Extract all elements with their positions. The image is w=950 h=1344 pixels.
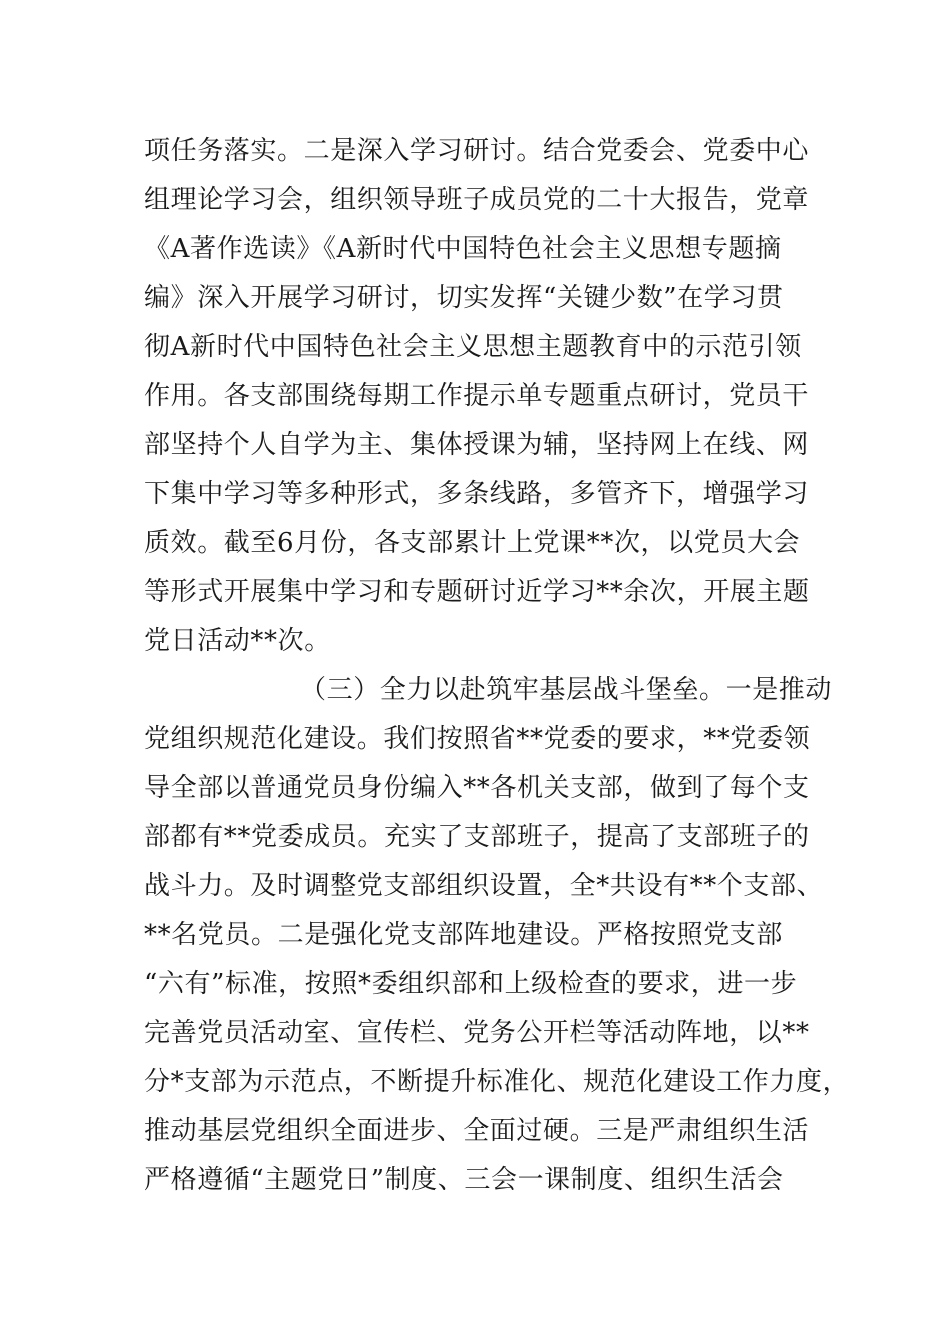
text-line: 严格遵循“主题党日”制度、三会一课制度、组织生活会 (144, 1165, 784, 1195)
text-line: 下集中学习等多种形式，多条线路，多管齐下，增强学习 (144, 479, 810, 509)
text-line: 质效。截至6月份，各支部累计上党课**次，以党员大会 (144, 528, 801, 558)
text-line: 作用。各支部围绕每期工作提示单专题重点研讨，党员干 (144, 381, 810, 411)
section-heading-line: （三）全力以赴筑牢基层战斗堡垒。一是推动 (300, 675, 833, 705)
text-line: 党组织规范化建设。我们按照省**党委的要求，**党委领 (144, 724, 811, 754)
text-line: 推动基层党组织全面进步、全面过硬。三是严肃组织生活 (144, 1116, 810, 1146)
text-line: 编》深入开展学习研讨，切实发挥“关键少数”在学习贯 (144, 283, 784, 313)
text-line: 完善党员活动室、宣传栏、党务公开栏等活动阵地，以** (144, 1018, 810, 1048)
text-line: 分*支部为示范点，不断提升标准化、规范化建设工作力度， (144, 1067, 850, 1097)
text-line: 党日活动**次。 (144, 626, 331, 656)
text-line: 彻A新时代中国特色社会主义思想主题教育中的示范引领 (144, 332, 802, 362)
text-line: 等形式开展集中学习和专题研讨近学习**余次，开展主题 (144, 577, 810, 607)
text-line: 导全部以普通党员身份编入**各机关支部，做到了每个支 (144, 773, 810, 803)
text-line: **名党员。二是强化党支部阵地建设。严格按照党支部 (144, 920, 784, 950)
text-line: 部坚持个人自学为主、集体授课为辅，坚持网上在线、网 (144, 430, 810, 460)
text-line: 《A著作选读》《A新时代中国特色社会主义思想专题摘 (144, 234, 782, 264)
text-line: “六有”标准，按照*委组织部和上级检查的要求，进一步 (144, 969, 798, 999)
text-line: 部都有**党委成员。充实了支部班子，提高了支部班子的 (144, 822, 810, 852)
text-line: 项任务落实。二是深入学习研讨。结合党委会、党委中心 (144, 136, 810, 166)
text-line: 组理论学习会，组织领导班子成员党的二十大报告，党章 (144, 185, 810, 215)
text-line: 战斗力。及时调整党支部组织设置，全*共设有**个支部、 (144, 871, 824, 901)
